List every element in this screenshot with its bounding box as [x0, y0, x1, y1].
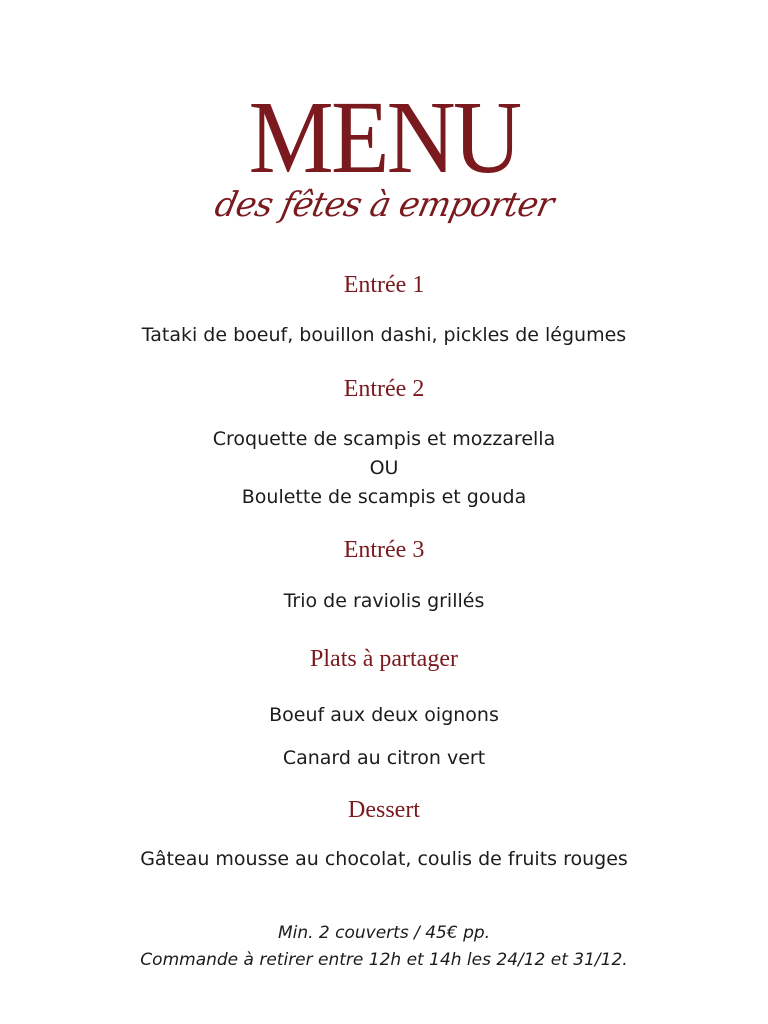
section-title-entree-2: Entrée 2: [343, 376, 425, 402]
section-title-dessert: Dessert: [348, 797, 420, 823]
menu-title: MENU: [248, 80, 520, 195]
menu-item: Croquette de scampis et mozzarella: [212, 428, 556, 450]
section-title-entree-1: Entrée 1: [343, 272, 425, 298]
menu-item: Boulette de scampis et gouda: [241, 486, 527, 508]
menu-item: Boeuf aux deux oignons: [269, 704, 499, 726]
footer-pickup: Commande à retirer entre 12h et 14h les 24/12 et 31/12.: [140, 950, 628, 970]
menu-item: Canard au citron vert: [282, 747, 486, 769]
menu-subtitle: des fêtes à emporter: [211, 185, 557, 225]
menu-item: Gâteau mousse au chocolat, coulis de fruits rouges: [140, 848, 628, 870]
menu-item: Trio de raviolis grillés: [283, 590, 485, 612]
section-title-entree-3: Entrée 3: [343, 537, 425, 563]
menu-item-separator: OU: [369, 457, 399, 479]
section-title-plats: Plats à partager: [310, 646, 458, 672]
menu-item: Tataki de boeuf, bouillon dashi, pickles de légumes: [141, 324, 627, 346]
footer-price: Min. 2 couverts / 45€ pp.: [277, 923, 491, 943]
